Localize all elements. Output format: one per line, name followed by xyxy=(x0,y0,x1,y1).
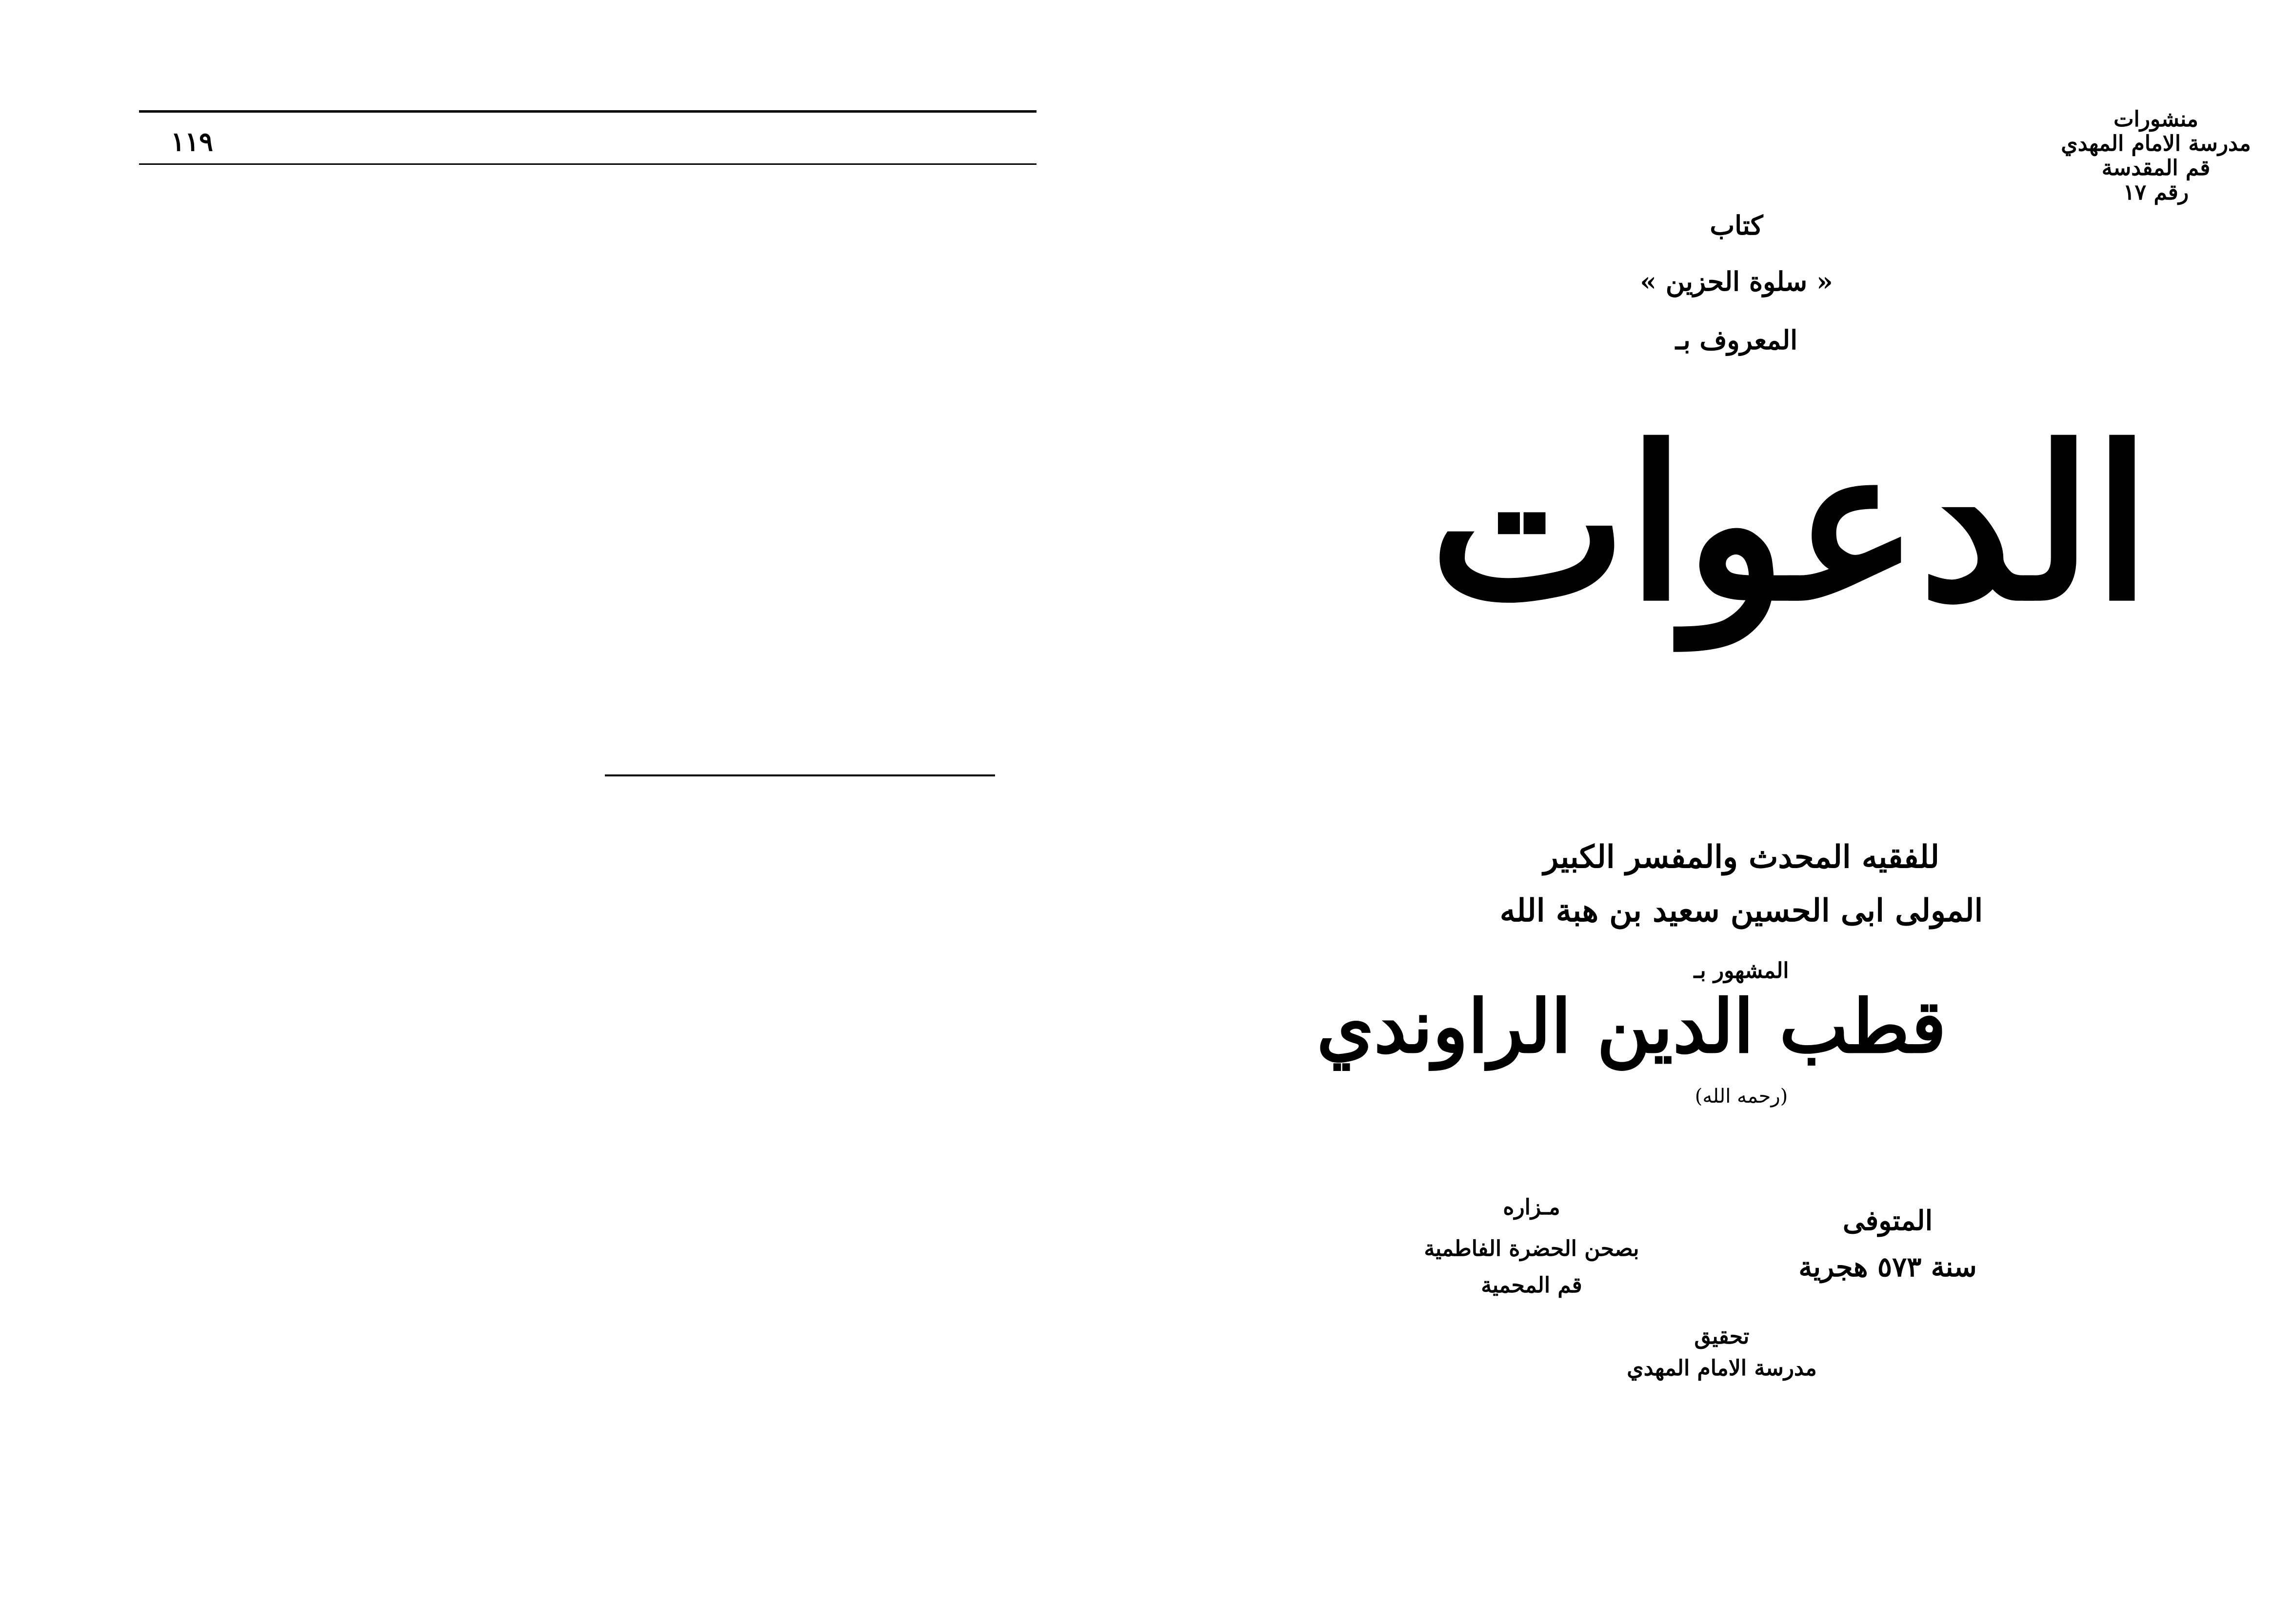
famous-as-label: المشهور بـ xyxy=(1694,958,1789,983)
alt-title: « سلوة الحزين » xyxy=(1640,266,1833,297)
publisher-line: منشورات xyxy=(2114,107,2198,132)
kitab-label: كتاب xyxy=(1710,210,1763,241)
publisher-line: رقم ١٧ xyxy=(2123,180,2189,205)
author-famous-name: قطب الدين الراوندي xyxy=(1316,984,1946,1069)
death-label: المتوفى xyxy=(1842,1205,1933,1237)
tomb-line-2: قم المحمية xyxy=(1481,1273,1582,1298)
header-rule xyxy=(139,163,1037,165)
publisher-line: مدرسة الامام المهدي xyxy=(2061,131,2251,156)
known-as-label: المعروف بـ xyxy=(1675,324,1798,356)
tomb-label: مـزاره xyxy=(1503,1195,1560,1220)
right-page xyxy=(1195,0,2293,1624)
tahqiq-label: تحقيق xyxy=(1694,1324,1750,1349)
tahqiq-by: مدرسة الامام المهدي xyxy=(1627,1356,1817,1381)
main-title: الدعوات xyxy=(1429,401,2151,647)
rahimahullah: (رحمه الله) xyxy=(1695,1085,1788,1108)
footnote-rule xyxy=(605,774,995,776)
death-year: سنة ٥٧٣ هجرية xyxy=(1798,1251,1977,1283)
tomb-line-1: بصحن الحضرة الفاطمية xyxy=(1424,1236,1639,1261)
author-line-2: المولى ابى الحسين سعيد بن هبة الله xyxy=(1499,892,1983,929)
publisher-stamp xyxy=(2044,107,2268,205)
publisher-line: قم المقدسة xyxy=(2101,156,2211,180)
left-page xyxy=(0,0,1097,1624)
top-rule xyxy=(139,110,1037,113)
page-number: ١١٩ xyxy=(171,126,214,157)
author-line-1: للفقيه المحدث والمفسر الكبير xyxy=(1543,839,1939,875)
